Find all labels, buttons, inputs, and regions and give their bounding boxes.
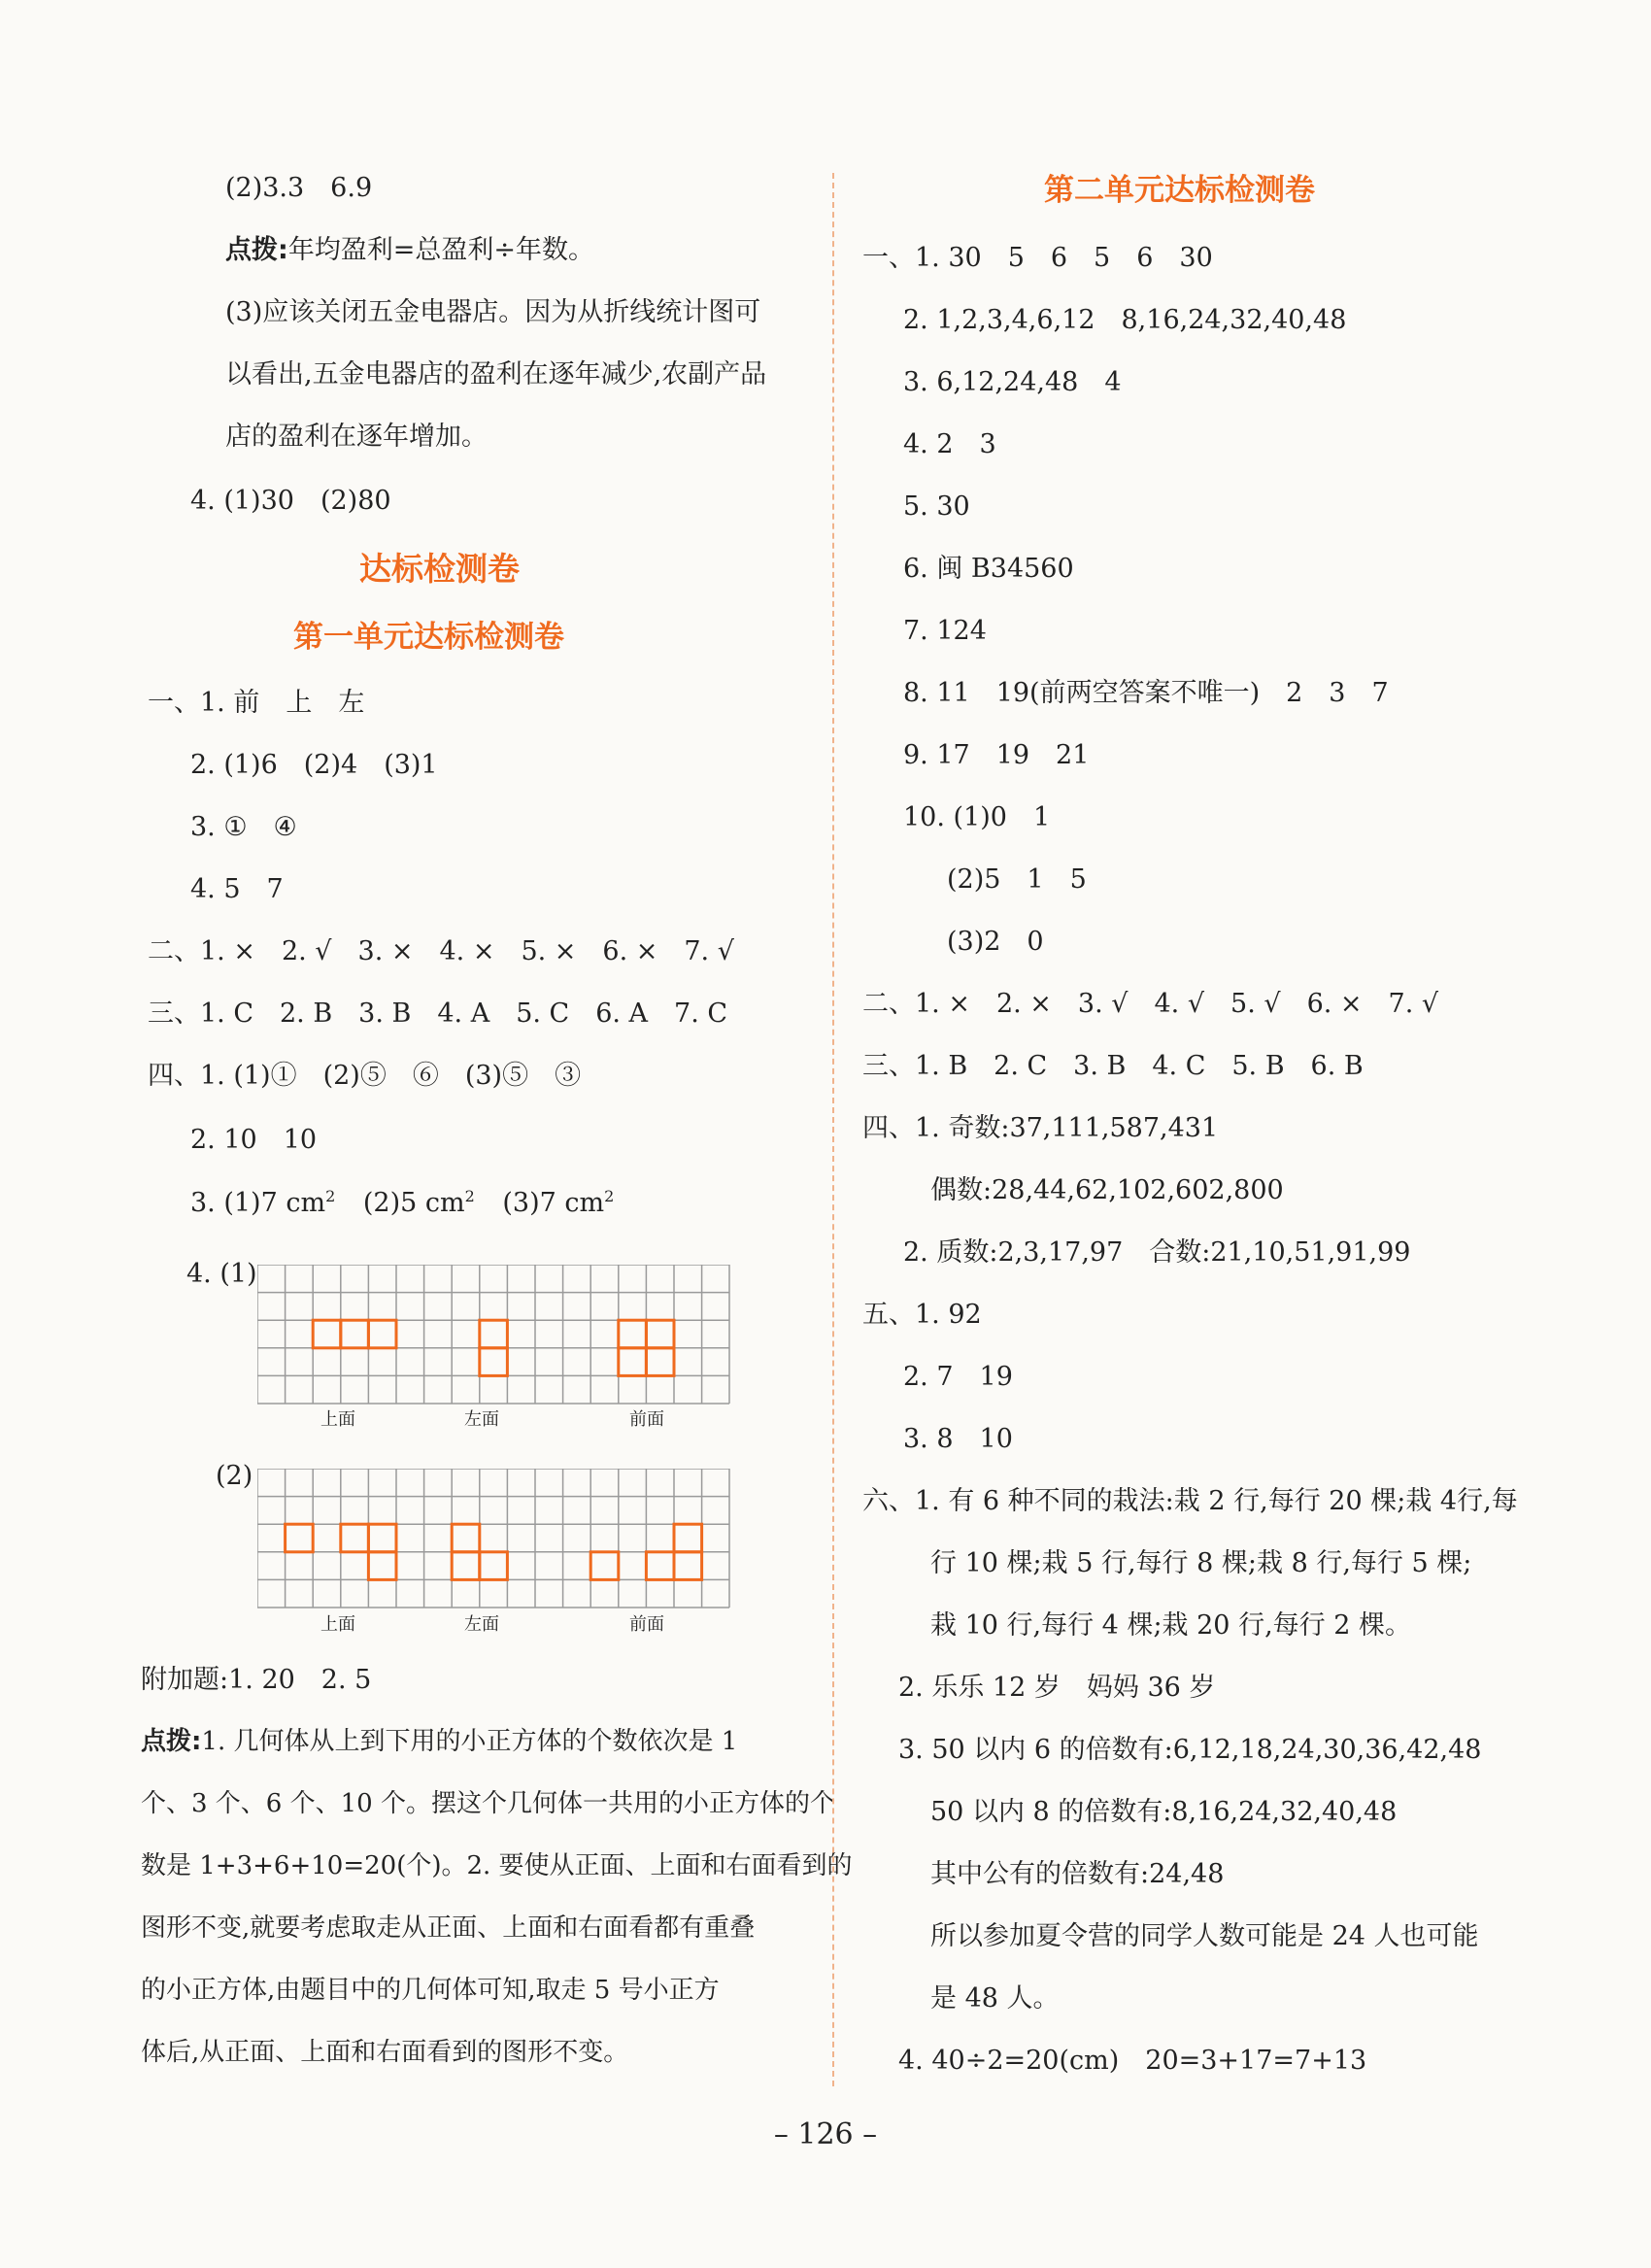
left-view-shape <box>480 1320 508 1375</box>
tip-line: 的小正方体,由题目中的几何体可知,取走 5 号小正方 <box>141 1976 720 2005</box>
answer-line: 2. (1)6 (2)4 (3)1 <box>190 750 438 780</box>
answer-line: 三、1. C 2. B 3. B 4. A 5. C 6. A 7. C <box>148 999 728 1029</box>
grid-lines <box>257 1469 729 1608</box>
answer-line: 二、1. × 2. × 3. √ 4. √ 5. √ 6. × 7. √ <box>862 989 1439 1019</box>
superscript: 2 <box>325 1187 336 1205</box>
answer-line: 2. 乐乐 12 岁 妈妈 36 岁 <box>898 1673 1216 1703</box>
grid-label-left: 左面 <box>464 1614 499 1635</box>
question-label: (2) <box>216 1461 253 1491</box>
column-divider <box>832 173 834 2086</box>
tip-text: 1. 几何体从上到下用的小正方体的个数依次是 1 <box>201 1727 738 1756</box>
answer-line: 五、1. 92 <box>862 1300 982 1330</box>
answer-line <box>190 1187 614 1219</box>
answer-line: 行 10 棵;栽 5 行,每行 8 棵;栽 8 行,每行 5 棵; <box>930 1548 1472 1578</box>
grid-figure-1 <box>257 1265 733 1405</box>
answer-line: 以看出,五金电器店的盈利在逐年减少,农副产品 <box>225 359 767 389</box>
answer-line: 三、1. B 2. C 3. B 4. C 5. B 6. B <box>862 1051 1364 1081</box>
answer-line: 2. 10 10 <box>190 1125 318 1155</box>
answer-line: 10. (1)0 1 <box>903 802 1051 832</box>
answer-line: 3. 8 10 <box>903 1424 1013 1454</box>
answer-line: 4. 40÷2=20(cm) 20=3+17=7+13 <box>898 2046 1367 2076</box>
grid-label-front: 前面 <box>629 1614 664 1635</box>
answer-line: 是 48 人。 <box>930 1983 1060 2014</box>
grid-label-left: 左面 <box>464 1409 499 1430</box>
answer-line: 其中公有的倍数有:24,48 <box>930 1859 1225 1889</box>
superscript: 2 <box>604 1187 615 1205</box>
top-view-shape <box>313 1320 396 1348</box>
tip-label: 点拨: <box>225 235 288 265</box>
tip-line: 数是 1+3+6+10=20(个)。2. 要使从正面、上面和右面看到的 <box>141 1851 853 1880</box>
question-label: 4. (1) <box>186 1259 257 1289</box>
answer-line: 栽 10 行,每行 4 棵;栽 20 行,每行 2 棵。 <box>930 1610 1411 1641</box>
tip-line: 图形不变,就要考虑取走从正面、上面和右面看都有重叠 <box>141 1913 756 1943</box>
answer-line: 一、1. 前 上 左 <box>148 688 365 718</box>
answer-line: 店的盈利在逐年增加。 <box>225 422 488 452</box>
unit-title: 第二单元达标检测卷 <box>1044 173 1315 208</box>
answer-line: 3. 50 以内 6 的倍数有:6,12,18,24,30,36,42,48 <box>898 1735 1482 1765</box>
answer-line: (3)2 0 <box>947 927 1044 957</box>
area-answer: (3)7 cm <box>502 1188 605 1218</box>
tip-line <box>225 235 594 266</box>
tip-line: 体后,从正面、上面和右面看到的图形不变。 <box>141 2038 629 2067</box>
unit-title: 第一单元达标检测卷 <box>293 620 564 655</box>
answer-line: 2. 1,2,3,4,6,12 8,16,24,32,40,48 <box>903 305 1347 335</box>
answer-line: (2)5 1 5 <box>947 864 1087 895</box>
answer-line: 7. 124 <box>903 616 987 646</box>
answer-line: 2. 7 19 <box>903 1362 1013 1392</box>
extra-question: 附加题:1. 20 2. 5 <box>141 1665 372 1695</box>
answer-line: 二、1. × 2. √ 3. × 4. × 5. × 6. × 7. √ <box>148 936 734 966</box>
grid-label-top: 上面 <box>320 1409 355 1430</box>
answer-line: 4. (1)30 (2)80 <box>190 486 391 516</box>
answer-line: 50 以内 8 的倍数有:8,16,24,32,40,48 <box>930 1797 1398 1827</box>
answer-line: (2)3.3 6.9 <box>225 173 373 203</box>
answer-line: 3. ① ④ <box>190 812 297 842</box>
answer-line: 8. 11 19(前两空答案不唯一) 2 3 7 <box>903 678 1389 708</box>
area-answer: 3. (1)7 cm <box>190 1188 326 1218</box>
tip-text: 年均盈利=总盈利÷年数。 <box>287 235 595 265</box>
answer-line: 9. 17 19 21 <box>903 740 1090 770</box>
answer-line: 偶数:28,44,62,102,602,800 <box>930 1175 1284 1205</box>
superscript: 2 <box>464 1187 475 1205</box>
section-title: 达标检测卷 <box>359 550 520 588</box>
answer-line: 四、1. 奇数:37,111,587,431 <box>862 1113 1219 1143</box>
answer-line: 所以参加夏令营的同学人数可能是 24 人也可能 <box>930 1921 1479 1951</box>
answer-line: (3)应该关闭五金电器店。因为从折线统计图可 <box>225 297 761 327</box>
tip-label: 点拨: <box>141 1727 202 1756</box>
page-number: – 126 – <box>773 2117 878 2151</box>
grid-label-top: 上面 <box>320 1614 355 1635</box>
answer-line: 一、1. 30 5 6 5 6 30 <box>862 243 1213 273</box>
tip-line <box>141 1727 737 1757</box>
left-view-shape <box>452 1524 507 1579</box>
grid-figure-2 <box>257 1469 733 1609</box>
answer-line: 3. 6,12,24,48 4 <box>903 367 1122 397</box>
grid-lines <box>257 1265 729 1404</box>
answer-line: 四、1. (1)① (2)⑤ ⑥ (3)⑤ ③ <box>148 1061 582 1091</box>
tip-line: 个、3 个、6 个、10 个。摆这个几何体一共用的小正方体的个 <box>141 1789 835 1818</box>
grid-label-front: 前面 <box>629 1409 664 1430</box>
front-view-shape <box>619 1320 674 1375</box>
answer-line: 5. 30 <box>903 491 970 522</box>
answer-line: 2. 质数:2,3,17,97 合数:21,10,51,91,99 <box>903 1237 1411 1268</box>
answer-line: 六、1. 有 6 种不同的栽法:栽 2 行,每行 20 棵;栽 4行,每 <box>862 1486 1518 1516</box>
area-answer: (2)5 cm <box>362 1188 465 1218</box>
answer-line: 4. 2 3 <box>903 429 996 459</box>
answer-line: 6. 闽 B34560 <box>903 554 1074 584</box>
answer-line: 4. 5 7 <box>190 874 284 904</box>
